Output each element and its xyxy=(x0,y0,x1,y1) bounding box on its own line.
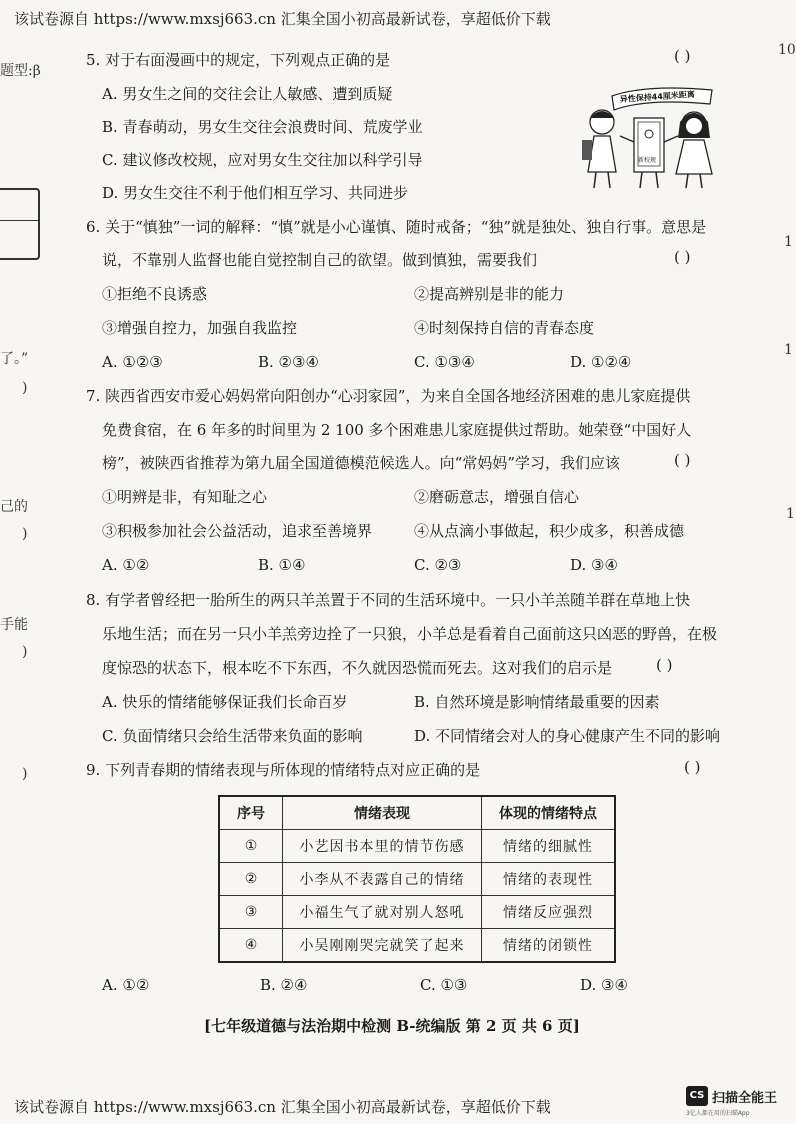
q8-stem-line3: 度惊恐的状态下，根本吃不下东西，不久就因恐慌而死去。这对我们的启示是 xyxy=(102,659,613,677)
left-edge-box xyxy=(0,188,40,260)
table-header-cell: 序号 xyxy=(219,796,283,830)
q8-answer-blank[interactable]: ( ) xyxy=(656,656,673,674)
q8-option-d: D. 不同情绪会对人的身心健康产生不同的影响 xyxy=(414,727,721,745)
q9-option-d: D. ③④ xyxy=(580,976,628,994)
q7-item-2: ②磨砺意志，增强自信心 xyxy=(414,488,580,506)
cartoon-board-text: 新校规 xyxy=(638,157,657,164)
left-edge-text: ) xyxy=(22,526,28,542)
q7-option-c: C. ②③ xyxy=(414,556,462,574)
q5-option-a: A. 男女生之间的交往会让人敏感、遭到质疑 xyxy=(102,85,393,103)
table-cell: 情绪的细腻性 xyxy=(482,830,616,863)
camscanner-badge-icon: CS xyxy=(686,1086,708,1106)
q6-item-1: ①拒绝不良诱惑 xyxy=(102,285,208,303)
q9-emotion-table xyxy=(218,795,616,963)
table-cell: 情绪反应强烈 xyxy=(482,896,616,929)
q7-stem-line1: 7. 陕西省西安市爱心妈妈常向阳创办“心羽家园”，为来自全国各地经济困难的患儿家庭提供 xyxy=(86,387,691,405)
table-header-row xyxy=(219,796,615,830)
q8-option-b: B. 自然环境是影响情绪最重要的因素 xyxy=(414,693,660,711)
right-edge-text: 10 xyxy=(778,42,796,58)
q6-stem-line1: 6. 关于“慎独”一词的解释：“慎”就是小心谨慎、随时戒备；“独”就是独处、独自行事。意思是 xyxy=(86,218,707,236)
table-cell: 小吴刚刚哭完就笑了起来 xyxy=(283,929,482,963)
table-cell: ① xyxy=(219,830,283,863)
q5-option-c: C. 建议修改校规，应对男女生交往加以科学引导 xyxy=(102,151,423,169)
q8-option-a: A. 快乐的情绪能够保证我们长命百岁 xyxy=(102,693,348,711)
q7-item-3: ③积极参加社会公益活动，追求至善境界 xyxy=(102,522,373,540)
table-header-cell: 体现的情绪特点 xyxy=(482,796,616,830)
right-edge-text: 1 xyxy=(786,506,795,522)
q7-option-a: A. ①② xyxy=(102,556,150,574)
logo-tagline: 3亿人都在用的扫描App xyxy=(686,1110,750,1117)
camscanner-logo xyxy=(686,1086,786,1118)
cartoon-sign-text: 异性保持44厘米距离 xyxy=(619,89,696,104)
table-row xyxy=(219,896,615,929)
table-cell: 小艺因书本里的情节伤感 xyxy=(283,830,482,863)
q9-stem: 9. 下列青春期的情绪表现与所体现的情绪特点对应正确的是 xyxy=(86,761,481,779)
table-row xyxy=(219,830,615,863)
bottom-banner: 该试卷源自 https://www.mxsj663.cn 汇集全国小初高最新试卷，享超低价下载 xyxy=(14,1098,551,1116)
left-edge-text: 了。” xyxy=(0,351,29,367)
q6-option-c: C. ①③④ xyxy=(414,353,475,371)
table-cell: ② xyxy=(219,863,283,896)
table-cell: 情绪的闭锁性 xyxy=(482,929,616,963)
q7-option-b: B. ①④ xyxy=(258,556,306,574)
table-header-cell: 情绪表现 xyxy=(283,796,482,830)
q5-cartoon-image xyxy=(572,82,720,192)
table-cell: 情绪的表现性 xyxy=(482,863,616,896)
left-edge-text: ) xyxy=(22,644,28,660)
q8-stem-line1: 8. 有学者曾经把一胎所生的两只羊羔置于不同的生活环境中。一只小羊羔随羊群在草地上快 xyxy=(86,591,691,609)
q6-option-a: A. ①②③ xyxy=(102,353,163,371)
q7-stem-line2: 免费食宿，在 6 年多的时间里为 2 100 多个困难患儿家庭提供过帮助。她荣登“中国好人 xyxy=(102,421,692,439)
right-edge-text: 1 xyxy=(784,342,793,358)
q5-stem: 5. 对于右面漫画中的规定，下列观点正确的是 xyxy=(86,51,391,69)
q6-answer-blank[interactable]: ( ) xyxy=(674,248,691,266)
logo-name: 扫描全能王 xyxy=(712,1091,778,1106)
q6-item-4: ④时刻保持自信的青春态度 xyxy=(414,319,595,337)
q9-option-a: A. ①② xyxy=(102,976,150,994)
table-row xyxy=(219,863,615,896)
right-edge-text: 1 xyxy=(784,234,793,250)
left-edge-text: ) xyxy=(22,766,28,782)
q7-answer-blank[interactable]: ( ) xyxy=(674,451,691,469)
q6-stem-line2: 说，不靠别人监督也能自觉控制自己的欲望。做到慎独，需要我们 xyxy=(102,251,538,269)
table-cell: 小李从不表露自己的情绪 xyxy=(283,863,482,896)
q7-item-1: ①明辨是非，有知耻之心 xyxy=(102,488,268,506)
q6-item-2: ②提高辨别是非的能力 xyxy=(414,285,565,303)
q7-option-d: D. ③④ xyxy=(570,556,618,574)
left-edge-text: ) xyxy=(22,380,28,396)
top-banner: 该试卷源自 https://www.mxsj663.cn 汇集全国小初高最新试卷，享超低价下载 xyxy=(14,10,551,28)
table-row xyxy=(219,929,615,963)
q8-stem-line2: 乐地生活；而在另一只小羊羔旁边拴了一只狼，小羊总是看着自己面前这只凶恶的野兽，在极 xyxy=(102,625,718,643)
q5-option-b: B. 青春萌动，男女生交往会浪费时间、荒废学业 xyxy=(102,118,423,136)
q5-answer-blank[interactable]: ( ) xyxy=(674,47,691,65)
q9-option-b: B. ②④ xyxy=(260,976,308,994)
q7-item-4: ④从点滴小事做起，积少成多，积善成德 xyxy=(414,522,685,540)
left-edge-text: 题型:β xyxy=(0,63,41,79)
table-cell: ③ xyxy=(219,896,283,929)
left-edge-text: 手能 xyxy=(0,617,28,633)
page-footer: [七年级道德与法治期中检测 B-统编版 第 2 页 共 6 页] xyxy=(204,1017,580,1035)
q5-option-d: D. 男女生交往不利于他们相互学习、共同进步 xyxy=(102,184,409,202)
q8-option-c: C. 负面情绪只会给生活带来负面的影响 xyxy=(102,727,363,745)
q9-answer-blank[interactable]: ( ) xyxy=(684,758,701,776)
q7-stem-line3: 榜”，被陕西省推荐为第九届全国道德模范候选人。向“常妈妈”学习，我们应该 xyxy=(102,454,621,472)
q6-item-3: ③增强自控力，加强自我监控 xyxy=(102,319,298,337)
q9-option-c: C. ①③ xyxy=(420,976,468,994)
q6-option-d: D. ①②④ xyxy=(570,353,632,371)
table-cell: ④ xyxy=(219,929,283,963)
table-cell: 小福生气了就对别人怒吼 xyxy=(283,896,482,929)
left-edge-text: 己的 xyxy=(0,499,28,515)
q6-option-b: B. ②③④ xyxy=(258,353,319,371)
